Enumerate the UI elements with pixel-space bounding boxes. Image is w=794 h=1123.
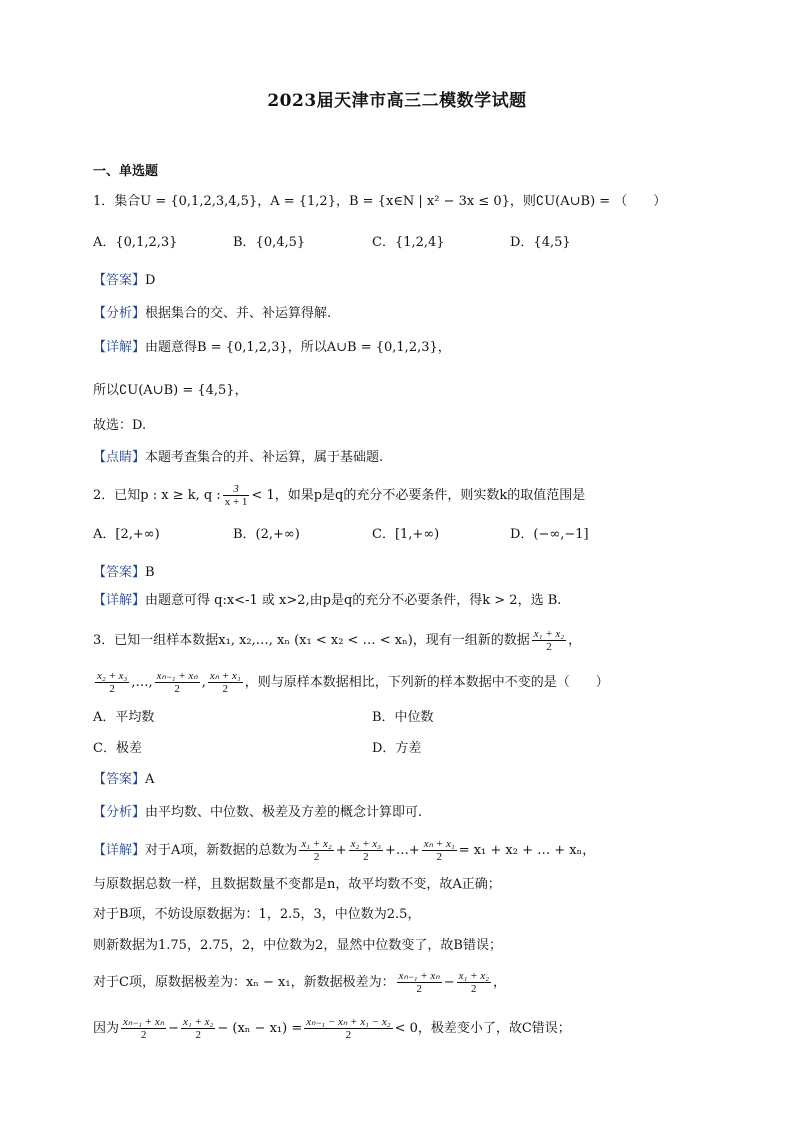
minus-sign: − [443,975,455,990]
q3-option-b: B．中位数 [372,710,434,725]
q2-fraction-den: x + 1 [224,496,248,508]
q2-fraction [223,483,250,508]
answer-tag: 【答案】 [93,565,146,580]
q3-detail-fraction-3-den: 2 [436,851,442,863]
q3-fraction-3-num: xₙ₋₁ + xₙ [156,670,198,682]
q3-analysis [93,804,422,822]
q3-diff-fraction-1-num: xₙ₋₁ + xₙ [123,1016,165,1028]
comment-tag: 【点睛】 [93,450,146,465]
q3-diff-fraction-1 [121,1016,166,1041]
detail-tag: 【详解】 [93,593,146,608]
q1-option-b: B．{0,4,5} [233,235,306,250]
q3-analysis-text: 由平均数、中位数、极差及方差的概念计算即可. [145,805,423,820]
q1-stem: 1．集合U = {0,1,2,3,4,5}，A = {1,2}，B = {x∈N | x² − 3x ≤ 0}，则∁U(A∪B) = （ ） [93,194,667,209]
q3-stem-line-2 [93,670,609,695]
q3-detail-6-mid: − (xₙ − x₁) = [217,1021,303,1036]
q3-detail-fraction-2 [349,838,383,863]
q3-fraction-4-num: xₙ + x₁ [209,670,241,682]
q3-answer-value: A [145,772,155,787]
q3-sep-1: ,…, [131,675,153,690]
q2-answer [93,564,155,582]
q3-detail-line-6 [93,1016,571,1041]
q3-diff-fraction-3 [304,1016,392,1041]
q3-stem-pre: 3．已知一组样本数据x₁, x₂,…, xₙ (x₁ < x₂ < … < xₙ)，现有一组新的数据 [93,633,530,648]
q1-option-a: A．{0,1,2,3} [93,235,178,250]
page-title: 2023届天津市高三二模数学试题 [267,91,527,111]
q3-diff-fraction-3-num: xₙ₋₁ − xₙ + x₁ − x₂ [306,1016,391,1028]
q3-stem [93,628,581,653]
plus-sign: + [335,843,347,858]
q3-detail-line-3: 对于B项，不妨设原数据为：1，2.5，3，中位数为2.5， [93,907,421,922]
q3-detail-fraction-1-num: x₁ + x₂ [301,838,332,850]
q1-detail-line-3: 故选：D. [93,418,147,433]
q2-detail [93,592,561,610]
detail-tag: 【详解】 [93,340,146,355]
q3-range-fraction-1-den: 2 [416,983,422,995]
q1-answer [93,272,155,290]
q3-diff-fraction-3-den: 2 [345,1029,352,1041]
q3-fraction-1-num: x₁ + x₂ [533,628,565,640]
q3-fraction-4 [208,670,243,695]
plus-dots: +…+ [385,843,420,858]
analysis-tag: 【分析】 [93,805,146,820]
q3-detail-6-pre: 因为 [93,1021,120,1036]
q1-comment [93,449,383,467]
q3-detail-line-2: 与原数据总数一样，且数据数量不变都是n，故平均数不变，故A正确； [93,877,501,892]
q2-option-d: D．(−∞,−1] [510,527,589,542]
q3-detail [93,838,595,863]
q3-diff-fraction-2 [181,1016,215,1041]
q3-option-c: C．极差 [93,741,142,756]
q3-fraction-2-den: 2 [109,683,115,695]
q3-fraction-1 [532,628,566,653]
q2-stem [93,483,585,508]
q3-range-fraction-1 [397,970,442,995]
answer-tag: 【答案】 [93,273,146,288]
minus-sign: − [168,1021,180,1036]
q3-fraction-4-den: 2 [222,683,229,695]
q3-detail-fraction-1 [299,838,333,863]
q2-detail-text: 由题意可得 q:x<-1 或 x>2,由p是q的充分不必要条件，得k > 2，选 B. [145,593,562,608]
q3-detail-line-4: 则新数据为1.75，2.75，2，中位数为2，显然中位数变了，故B错误； [93,938,502,953]
q3-range-fraction-2-num: x₁ + x₂ [458,970,489,982]
q3-detail-post: = x₁ + x₂ + … + xₙ， [458,843,596,858]
q1-option-d: D．{4,5} [510,235,571,250]
q3-range-fraction-1-num: xₙ₋₁ + xₙ [398,970,440,982]
q3-stem-post: ，则与原样本数据相比，下列新的样本数据中不变的是（ ） [244,675,609,690]
q3-detail-pre: 对于A项，新数据的总数为 [145,843,298,858]
q2-option-b: B．(2,+∞) [233,527,300,542]
q2-fraction-num: 3 [223,483,250,496]
section-heading: 一、单选题 [93,164,159,179]
q2-stem-pre: 2．已知p : x ≥ k, q : [93,488,221,503]
q1-detail-text: 由题意得B = {0,1,2,3}，所以A∪B = {0,1,2,3}， [145,340,451,355]
q2-answer-value: B [145,565,155,580]
q1-answer-value: D [145,273,156,288]
q1-detail [93,339,451,357]
q3-range-fraction-2-den: 2 [471,983,477,995]
q2-option-c: C．[1,+∞) [372,527,440,542]
q2-stem-post: < 1，如果p是q的充分不必要条件，则实数k的取值范围是 [251,488,586,503]
q3-detail-fraction-1-den: 2 [313,851,320,863]
q1-option-c: C．{1,2,4} [372,235,445,250]
answer-tag: 【答案】 [93,772,146,787]
q3-detail-fraction-2-den: 2 [363,851,369,863]
q3-fraction-2-num: x₂ + x₃ [97,670,128,682]
q1-comment-text: 本题考查集合的并、补运算，属于基础题. [145,450,384,465]
analysis-tag: 【分析】 [93,306,146,321]
q3-option-d: D．方差 [372,741,422,756]
q3-range-fraction-2 [457,970,491,995]
q3-fraction-3-den: 2 [174,683,180,695]
q3-detail-fraction-3 [422,838,457,863]
q3-answer [93,771,154,789]
q1-detail-line-2: 所以∁U(A∪B) = {4,5}， [93,383,248,398]
q3-fraction-3 [155,670,200,695]
q3-fraction-1-den: 2 [546,641,552,653]
detail-tag: 【详解】 [93,843,146,858]
q3-diff-fraction-1-den: 2 [140,1029,147,1041]
q3-detail-line-5 [93,970,506,995]
q3-detail-5-post: ， [492,975,506,990]
q3-stem-comma: ， [568,633,582,648]
q3-sep-2: , [201,675,206,690]
q1-analysis-text: 根据集合的交、并、补运算得解. [145,306,332,321]
q2-option-a: A．[2,+∞) [93,527,160,542]
q3-detail-fraction-2-num: x₂ + x₃ [350,838,381,850]
q1-analysis [93,305,331,323]
q3-option-a: A．平均数 [93,710,155,725]
q3-fraction-2 [95,670,129,695]
q3-detail-5-pre: 对于C项，原数据极差为：xₙ − x₁，新数据极差为： [93,975,395,990]
q3-detail-6-post: < 0，极差变小了，故C错误； [394,1021,571,1036]
q3-diff-fraction-2-den: 2 [195,1029,201,1041]
q3-diff-fraction-2-num: x₁ + x₂ [183,1016,214,1028]
q3-detail-fraction-3-num: xₙ + x₁ [423,838,455,850]
